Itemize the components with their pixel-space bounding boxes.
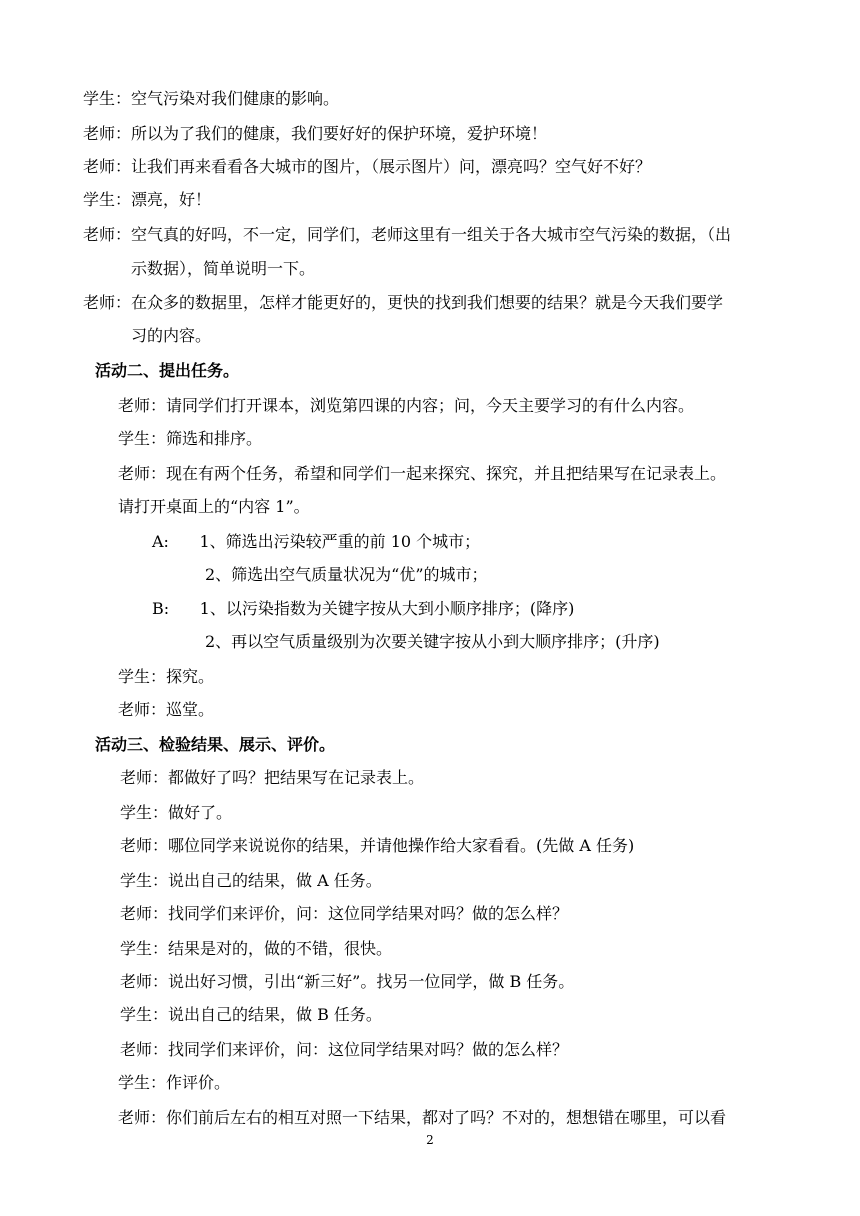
text-line: 老师：请同学们打开课本，浏览第四课的内容；问，今天主要学习的有什么内容。: [118, 396, 695, 415]
text-line: 老师：说出好习惯，引出“新三好”。找另一位同学，做 B 任务。: [120, 972, 575, 991]
text-line: 学生：筛选和排序。: [118, 429, 263, 448]
task-b-item-2: 2、再以空气质量级别为次要关键字按从小到大顺序排序；(升序): [205, 632, 660, 651]
task-a-item-2: 2、筛选出空气质量状况为“优”的城市；: [205, 565, 488, 584]
text-line: 学生：说出自己的结果，做 A 任务。: [120, 871, 382, 890]
section-heading: 活动二、提出任务。: [95, 361, 240, 380]
text-line: 老师：巡堂。: [118, 700, 215, 719]
text-line: 学生：漂亮，好！: [83, 190, 212, 209]
text-line: 老师：让我们再来看看各大城市的图片，（展示图片）问，漂亮吗？空气好不好？: [83, 157, 652, 176]
text-line: 学生：作评价。: [118, 1073, 231, 1092]
page-number: 2: [426, 1133, 434, 1147]
text-line: 习的内容。: [131, 326, 212, 345]
text-line: 学生：说出自己的结果，做 B 任务。: [120, 1005, 382, 1024]
text-line: 老师：找同学们来评价，问：这位同学结果对吗？做的怎么样？: [120, 904, 569, 923]
text-line: 请打开桌面上的“内容 1”。: [118, 497, 310, 516]
text-line: 老师：你们前后左右的相互对照一下结果，都对了吗？不对的，想想错在哪里，可以看: [118, 1108, 727, 1127]
text-line: 老师：都做好了吗？把结果写在记录表上。: [120, 768, 425, 787]
text-line: 示数据），简单说明一下。: [131, 259, 316, 278]
text-line: 老师：在众多的数据里，怎样才能更好的，更快的找到我们想要的结果？就是今天我们要学: [83, 293, 724, 312]
text-line: 老师：空气真的好吗，不一定，同学们，老师这里有一组关于各大城市空气污染的数据，（出: [83, 225, 732, 244]
task-a-item-1: A: 1、筛选出污染较严重的前 10 个城市；: [152, 532, 481, 551]
text-line: 老师：哪位同学来说说你的结果，并请他操作给大家看看。(先做 A 任务): [120, 836, 635, 855]
text-line: 老师：找同学们来评价，问：这位同学结果对吗？做的怎么样？: [120, 1040, 569, 1059]
text-line: 学生：空气污染对我们健康的影响。: [83, 89, 340, 108]
text-line: 学生：结果是对的，做的不错，很快。: [120, 939, 393, 958]
text-line: 学生：探究。: [118, 667, 215, 686]
section-heading: 活动三、检验结果、展示、评价。: [95, 735, 336, 754]
text-line: 老师：所以为了我们的健康，我们要好好的保护环境，爱护环境！: [83, 124, 548, 143]
task-b-item-1: B: 1、以污染指数为关键字按从大到小顺序排序；(降序): [152, 599, 575, 618]
text-line: 学生：做好了。: [120, 803, 233, 822]
text-line: 老师：现在有两个任务，希望和同学们一起来探究、探究，并且把结果写在记录表上。: [118, 464, 727, 483]
